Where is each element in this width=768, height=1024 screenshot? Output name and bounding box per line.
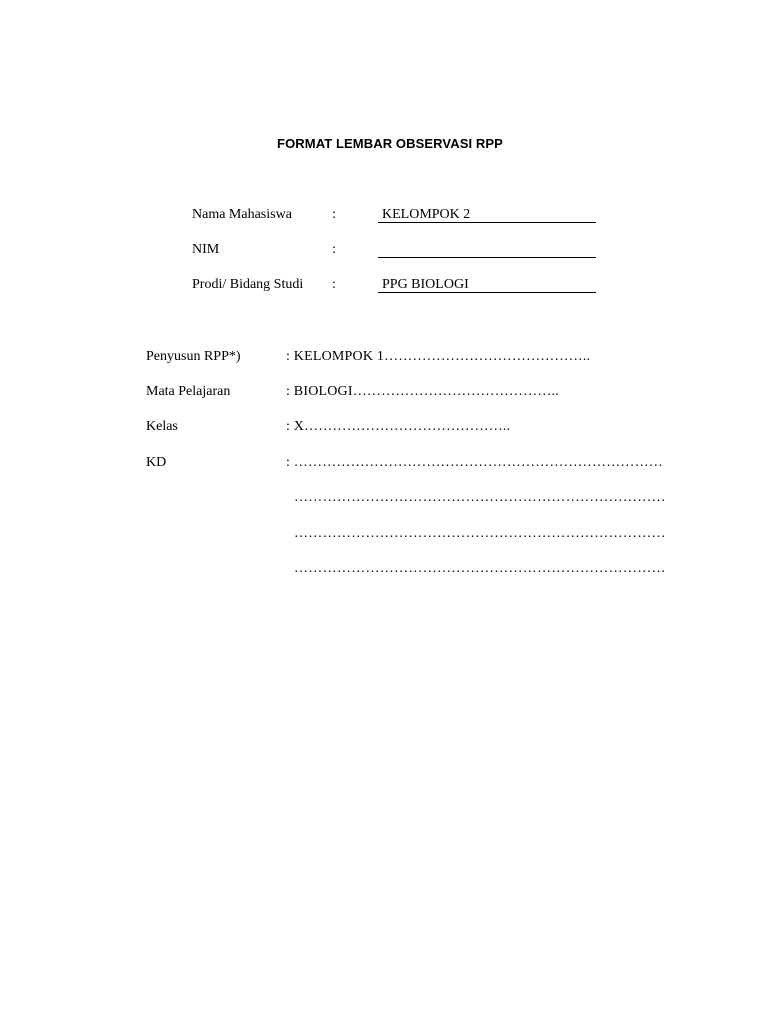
document-title: FORMAT LEMBAR OBSERVASI RPP: [277, 136, 503, 151]
kd-continuation-line: ……………………………………………………………………: [294, 490, 666, 505]
identity-label: Prodi/ Bidang Studi: [192, 277, 304, 292]
info-label: Kelas: [146, 419, 178, 434]
info-label: Penyusun RPP*): [146, 349, 241, 364]
info-value: : X……………………………………..: [286, 419, 511, 434]
info-label: Mata Pelajaran: [146, 384, 231, 399]
kd-continuation-line: ……………………………………………………………………: [294, 561, 666, 576]
identity-label: NIM: [192, 242, 220, 257]
info-value: : BIOLOGI……………………………………..: [286, 384, 559, 399]
info-value: : KELOMPOK 1……………………………………..: [286, 349, 591, 364]
info-value: : ……………………………………………………………………: [286, 455, 663, 470]
identity-label: Nama Mahasiswa: [192, 207, 292, 222]
kd-continuation-line: ……………………………………………………………………: [294, 526, 666, 541]
identity-value-field: PPG BIOLOGI: [378, 277, 596, 293]
info-label: KD: [146, 455, 167, 470]
identity-value-field: [378, 242, 596, 258]
identity-value-field: KELOMPOK 2: [378, 207, 596, 223]
identity-colon: :: [332, 207, 336, 222]
identity-colon: :: [332, 242, 336, 257]
identity-colon: :: [332, 277, 336, 292]
